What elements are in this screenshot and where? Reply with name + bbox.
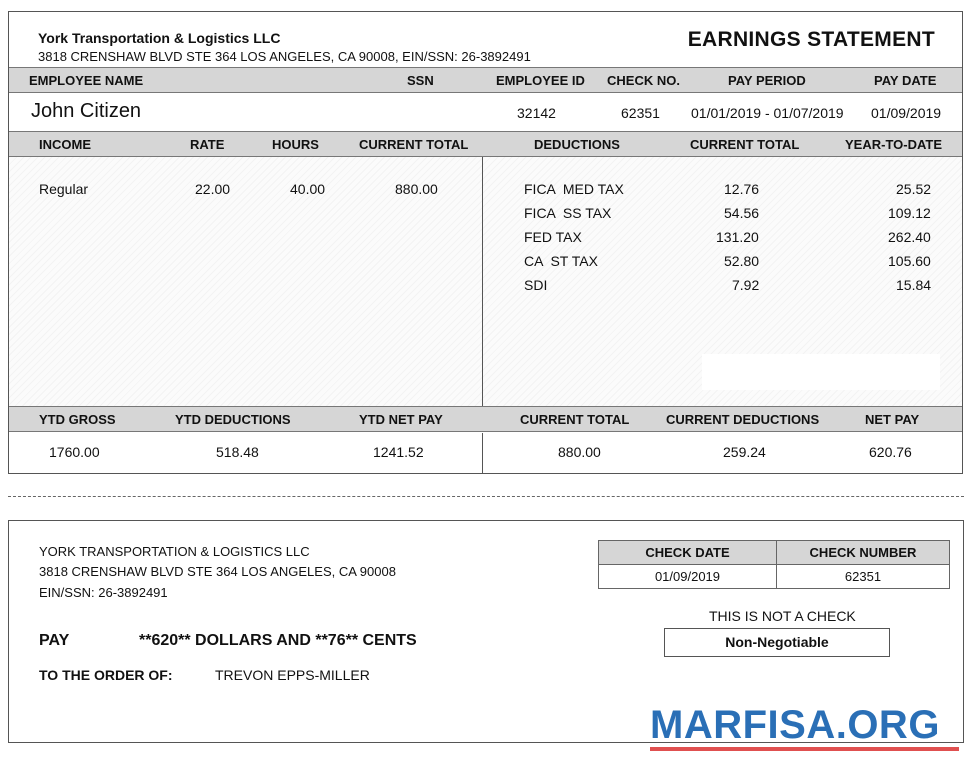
pay-period: 01/01/2019 - 01/07/2019 — [691, 105, 844, 121]
ytd-net-pay: 1241.52 — [373, 444, 424, 460]
check-company-name: YORK TRANSPORTATION & LOGISTICS LLC — [39, 544, 310, 559]
company-address: 3818 CRENSHAW BLVD STE 364 LOS ANGELES, CA 90008, EIN/SSN: 26-3892491 — [38, 49, 531, 64]
col-year-to-date: YEAR-TO-DATE — [845, 137, 943, 152]
deduction-name: FICA MED TAX — [524, 181, 624, 197]
body-divider — [482, 157, 483, 406]
non-negotiable-label: Non-Negotiable — [664, 628, 890, 657]
col-summary-current-total: CURRENT TOTAL — [520, 412, 630, 427]
employee-header-band — [9, 67, 962, 93]
summary-header-band — [9, 406, 962, 432]
check-info-table — [598, 540, 950, 589]
deduction-current: 7.92 — [732, 277, 760, 293]
pay-amount-words: **620** DOLLARS AND **76** CENTS — [139, 632, 417, 649]
check-ein: EIN/SSN: 26-3892491 — [39, 585, 168, 600]
income-rate: 22.00 — [195, 181, 231, 197]
col-hours: HOURS — [272, 137, 319, 152]
check-number: 62351 — [777, 565, 950, 589]
net-pay: 620.76 — [869, 444, 912, 460]
deduction-current: 52.80 — [724, 253, 760, 269]
deduction-ytd: 105.60 — [888, 253, 931, 269]
col-deductions: DEDUCTIONS — [534, 137, 620, 152]
pay-date: 01/09/2019 — [871, 105, 942, 121]
summary-divider — [482, 433, 483, 473]
deduction-ytd: 262.40 — [888, 229, 931, 245]
col-income: INCOME — [39, 137, 91, 152]
check-company-address: 3818 CRENSHAW BLVD STE 364 LOS ANGELES, CA 90008 — [39, 564, 396, 579]
payee-name: TREVON EPPS-MILLER — [215, 667, 370, 683]
check-date: 01/09/2019 — [599, 565, 777, 589]
summary-current-total: 880.00 — [558, 444, 601, 460]
deduction-name: CA ST TAX — [524, 253, 598, 269]
deduction-ytd: 109.12 — [888, 205, 931, 221]
deduction-name: SDI — [524, 277, 548, 293]
col-check-no: CHECK NO. — [607, 73, 680, 88]
income-header-band — [9, 131, 962, 157]
deduction-name: FED TAX — [524, 229, 582, 245]
check-number-label: CHECK NUMBER — [777, 541, 950, 565]
income-hours: 40.00 — [290, 181, 326, 197]
not-a-check-notice: THIS IS NOT A CHECK — [709, 608, 856, 624]
ytd-gross: 1760.00 — [49, 444, 100, 460]
current-deductions: 259.24 — [723, 444, 766, 460]
employee-name: John Citizen — [31, 100, 142, 122]
company-name: York Transportation & Logistics LLC — [38, 30, 281, 46]
income-type: Regular — [39, 181, 89, 197]
deduction-current: 54.56 — [724, 205, 760, 221]
cut-line — [8, 496, 964, 497]
deduction-current: 131.20 — [716, 229, 759, 245]
deduction-name: FICA SS TAX — [524, 205, 612, 221]
watermark-underline — [650, 747, 959, 751]
col-current-deductions: CURRENT DEDUCTIONS — [666, 412, 820, 427]
blank-field — [702, 354, 940, 390]
earnings-statement — [8, 11, 963, 474]
col-pay-date: PAY DATE — [874, 73, 937, 88]
employee-id: 32142 — [517, 105, 556, 121]
col-ytd-gross: YTD GROSS — [39, 412, 116, 427]
check-no: 62351 — [621, 105, 660, 121]
col-ded-current-total: CURRENT TOTAL — [690, 137, 800, 152]
marfisa-watermark-logo: MARFISA.ORG — [650, 703, 940, 747]
col-ytd-net-pay: YTD NET PAY — [359, 412, 443, 427]
deduction-ytd: 15.84 — [896, 277, 932, 293]
order-of-label: TO THE ORDER OF: — [39, 667, 173, 683]
col-ytd-deductions: YTD DEDUCTIONS — [175, 412, 291, 427]
statement-title: EARNINGS STATEMENT — [687, 28, 935, 51]
income-current-total: 880.00 — [395, 181, 438, 197]
col-ssn: SSN — [407, 73, 434, 88]
col-pay-period: PAY PERIOD — [728, 73, 806, 88]
col-net-pay: NET PAY — [865, 412, 920, 427]
col-current-total: CURRENT TOTAL — [359, 137, 469, 152]
col-rate: RATE — [190, 137, 225, 152]
company-header — [38, 30, 531, 64]
deduction-current: 12.76 — [724, 181, 760, 197]
pay-label: PAY — [39, 632, 70, 649]
deduction-ytd: 25.52 — [896, 181, 932, 197]
col-employee-name: EMPLOYEE NAME — [29, 73, 144, 88]
ytd-deductions: 518.48 — [216, 444, 259, 460]
check-date-label: CHECK DATE — [599, 541, 777, 565]
col-employee-id: EMPLOYEE ID — [496, 73, 585, 88]
